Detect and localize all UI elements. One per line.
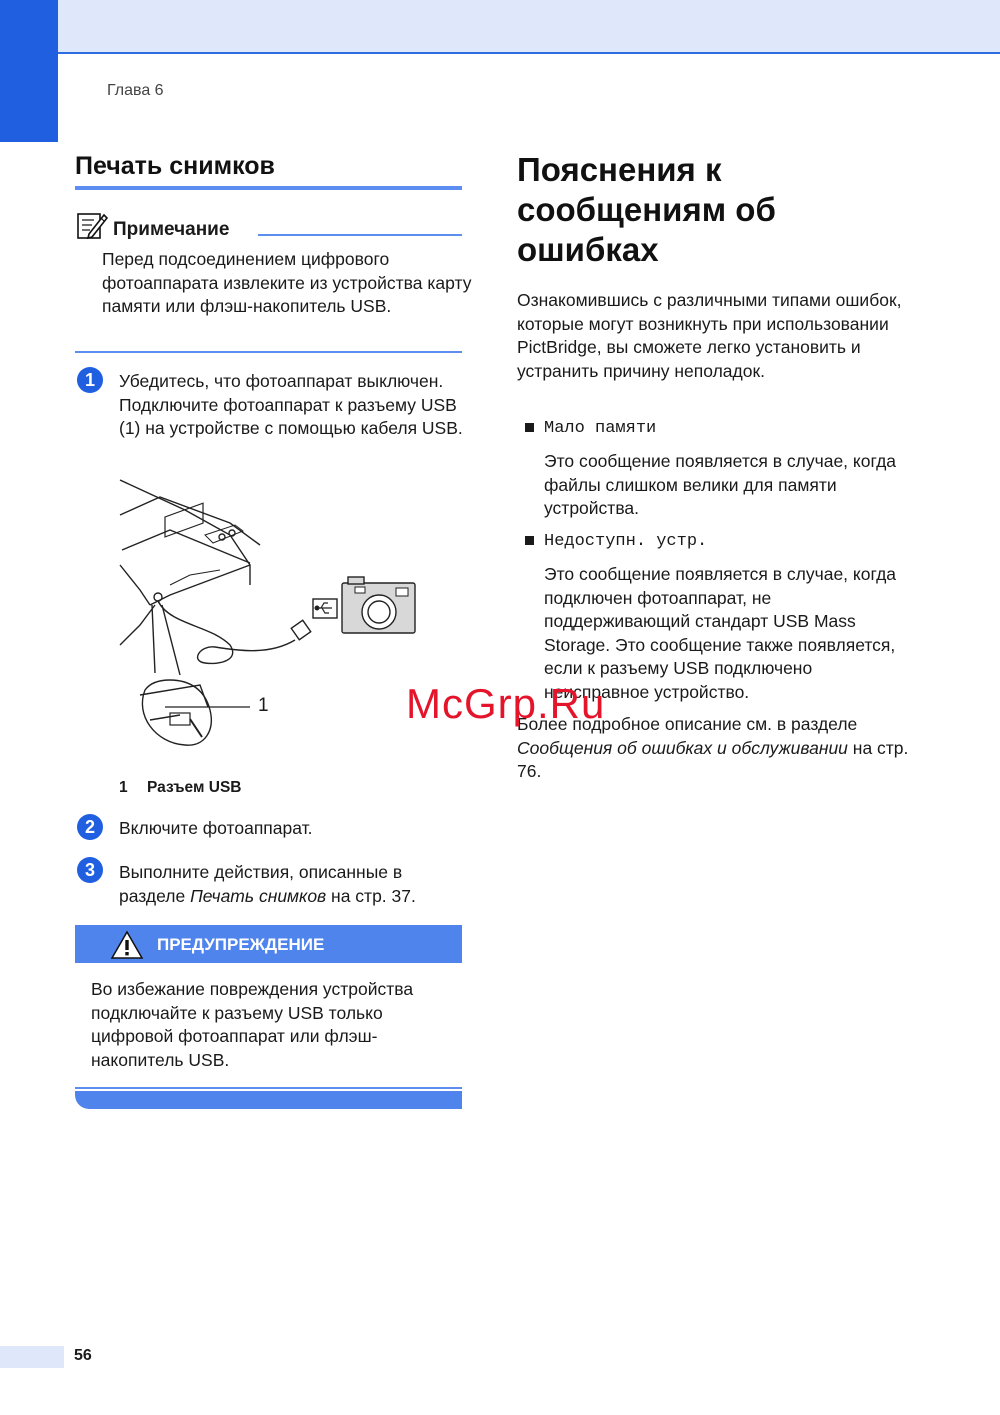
- section-title-errors: Пояснения к сообщениям об ошибках: [517, 151, 776, 268]
- note-pencil-icon: [76, 210, 108, 242]
- chapter-tab: [0, 0, 58, 142]
- warning-triangle-icon: [110, 930, 144, 960]
- footer-band: [0, 1346, 64, 1368]
- section-rule: [75, 186, 462, 190]
- bullet-square: [525, 423, 534, 432]
- error-desc-low-memory: Это сообщение появляется в случае, когда файлы слишком велики для памяти устройства.: [544, 451, 897, 518]
- step-3-text-start: Выполните действия, описанные в разделе: [119, 862, 403, 906]
- step-3-text: [119, 861, 469, 908]
- watermark-text: McGrp.Ru: [406, 680, 606, 727]
- errors-intro: Ознакомившись с различными типами ошибок, которые могут возникнуть при использовании PictBridge, вы сможете легко установить и устранить причину неполадок.: [517, 290, 902, 381]
- more-info-text-start: Более подробное описание см. в разделе: [517, 714, 858, 734]
- step-3-text-end: на стр. 37.: [326, 885, 416, 906]
- step-3-link[interactable]: Печать снимков: [190, 885, 327, 906]
- error-code-low-memory: Мало памяти: [544, 419, 657, 438]
- warning-footer-band: [75, 1091, 462, 1109]
- caption-number: 1: [119, 779, 128, 796]
- warning-rule: [75, 1087, 462, 1089]
- step-2-badge: 2: [77, 814, 103, 840]
- step-1-text: Убедитесь, что фотоаппарат выключен. Подключите фотоаппарат к разъему USB (1) на устройстве с помощью кабеля USB.: [119, 371, 463, 438]
- more-info-text-end: на стр. 76.: [517, 737, 909, 781]
- caption-usb-port: Разъем USB: [147, 779, 242, 796]
- note-rule: [258, 234, 462, 236]
- note-title: Примечание: [113, 219, 230, 240]
- warning-title: ПРЕДУПРЕЖДЕНИЕ: [157, 935, 325, 954]
- error-desc-unavailable-device: Это сообщение появляется в случае, когда подключен фотоаппарат, не поддерживающий стандарт USB Mass Storage. Это сообщение также появляется, если к разъему USB подключено неисправное устройство.: [544, 564, 897, 702]
- step-1-badge: 1: [77, 367, 103, 393]
- chapter-label: Глава 6: [107, 82, 164, 99]
- section-title-printing: Печать снимков: [75, 152, 275, 180]
- header-band: [0, 0, 1000, 54]
- step-2-text: Включите фотоаппарат.: [119, 818, 313, 838]
- printer-camera-illustration: [110, 475, 450, 755]
- warning-text: Во избежание повреждения устройства подключайте к разъему USB только цифровой фотоаппарат или флэш-накопитель USB.: [91, 979, 414, 1070]
- bullet-square: [525, 536, 534, 545]
- error-code-unavailable-device: Недоступн. устр.: [544, 532, 708, 551]
- figure-callout-1: 1: [258, 695, 269, 716]
- more-info-link[interactable]: Сообщения об ошибках и обслуживании: [517, 737, 848, 758]
- note-end-rule: [75, 351, 462, 353]
- note-text: Перед подсоединением цифрового фотоаппарата извлеките из устройства карту памяти или флэш-накопитель USB.: [102, 249, 472, 316]
- page-number: 56: [74, 1347, 92, 1364]
- step-3-badge: 3: [77, 857, 103, 883]
